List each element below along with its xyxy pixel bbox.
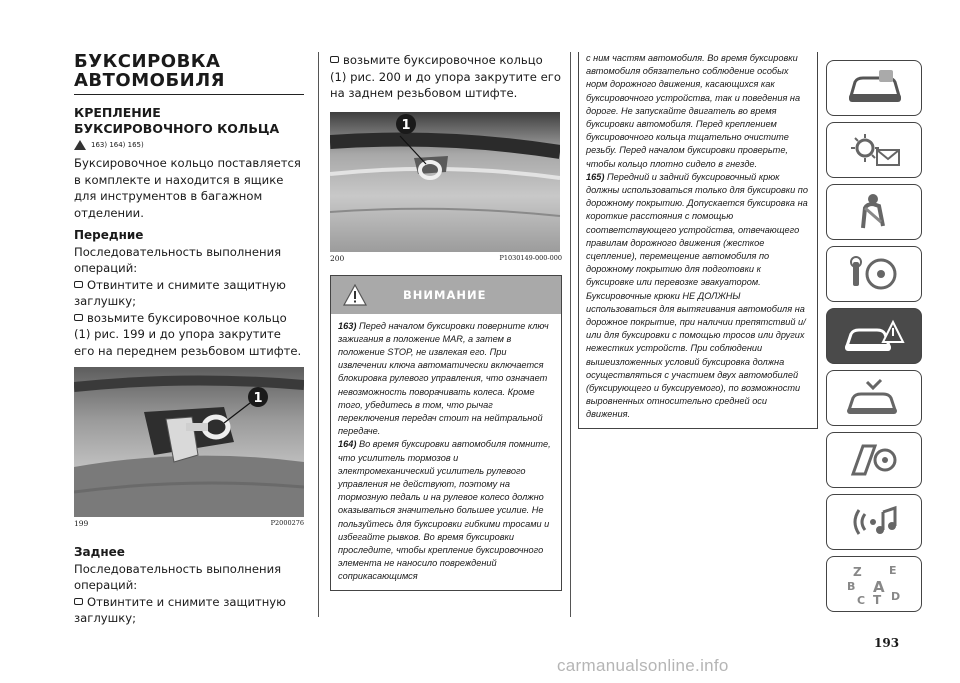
svg-text:D: D [891,590,901,603]
svg-text:E: E [889,564,897,577]
tab-safety[interactable] [826,184,922,240]
callout-number: 1 [253,391,263,406]
svg-text:A: A [873,578,885,596]
warning-triangle-icon [74,140,86,150]
warning-box [330,275,562,591]
rear-step-2: возьмите буксировочное кольцо (1) рис. 200 и до упора закрутите его на заднем резьбовом штифте. [330,53,561,100]
warning-lights-icon [843,130,905,170]
tab-maintenance[interactable] [826,370,922,426]
technical-data-icon [843,440,905,480]
rear-title: Заднее [74,545,125,559]
seat-safety-icon [843,192,905,232]
warning-header [331,276,561,314]
tab-dashboard[interactable] [826,60,922,116]
car-dashboard-icon [843,68,905,108]
checkbox-bullet-icon [74,314,83,321]
key-steering-icon [843,254,905,294]
column-divider [570,52,571,617]
figure-199-photo [74,367,304,517]
section-heading: БУКСИРОВКА АВТОМОБИЛЯ [74,51,226,91]
figure-number: 199 [74,519,89,528]
warning-references: 163) 164) 165) [74,140,304,150]
page-number: 193 [874,636,900,650]
warning-title: ВНИМАНИЕ [403,287,487,302]
column-3 [578,52,818,429]
alphabetical-index-icon [843,562,905,606]
note-164: 164) Во время буксировки автомобиля помните, что усилитель тормозов и электромеханический усилитель рулевого управления не действуют, поэтому на тормозную педаль и на рулевое колесо должно оказываться значительно большее усилие. Не пользуйтесь для буксировки гибкими тросами и избегайте рывков. Во время буксировки проследите, чтобы крепление буксировочного элемента не наносило повреждений соприкасающимся [338,439,551,582]
multimedia-icon [843,502,905,542]
heading-rule [74,94,304,95]
figure-code: P1030149-000-000 [499,253,562,262]
front-title: Передние [74,228,144,242]
figure-200-caption [330,254,562,263]
column-divider [318,52,319,617]
car-emergency-icon [843,316,905,356]
note-164-continued: с ним частям автомобиля. Во время буксировки автомобиля обязательно соблюдение особых норм дорожного движения, касающихся как буксировочного устройства, так и поведения на дороге. Не запускайте двигатель во время буксировки автомобиля. Перед креплением буксировочного кольца тщательно очистите резьбу. Перед началом буксировки проверьте, чтобы кольцо плотно сидело в гнезде. [586,53,801,169]
figure-199-caption [74,519,304,528]
svg-text:C: C [857,594,866,606]
front-step-2: возьмите буксировочное кольцо (1) рис. 199 и до упора закрутите его на переднем резьбовом штифте. [74,310,302,358]
checkbox-bullet-icon [74,281,83,288]
warning-notes-continued [578,52,818,429]
front-sequence: Последовательность выполнения операций: [74,244,282,275]
svg-text:Z: Z [853,565,862,579]
figure-code: P2000276 [270,519,304,527]
callout-number: 1 [401,117,411,133]
column-2 [330,52,562,591]
note-165: 165) Передний и задний буксировочный крюк должны использоваться только для буксировки по дорожному покрытию. Допускается буксировка на короткие расстояния с помощью соответствующего устройства, отвечающего правилам дорожного движения (жесткое сцепление), перемещение автомобиля по дорожному покрытию для подготовки к буксировке или перевозке эвакуатором. Буксировочные крюки НЕ ДОЛЖНЫ использоваться для вытягивания автомобиля на дорожное покрытие, при наличии препятствий и/или для буксировки с помощью тросов или других нежестких устройств. При соблюдении вышеизложенных условий буксировка должна осуществляться с участием двух автомобилей (буксирующего и буксируемого), по возможности выровненных относительно средней оси движения. [586,171,808,420]
checkbox-bullet-icon [74,598,83,605]
svg-text:B: B [847,580,856,593]
tab-starting-driving[interactable] [826,246,922,302]
checkbox-bullet-icon [330,56,339,63]
subsection-heading: КРЕПЛЕНИЕ БУКСИРОВОЧНОГО КОЛЬЦА [74,105,280,136]
rear-sequence: Последовательность выполнения операций: [74,561,282,592]
maintenance-icon [843,378,905,418]
tab-emergency[interactable] [826,308,922,364]
figure-200-photo [330,112,560,252]
column-1 [74,52,304,627]
chapter-tabs [826,60,922,618]
warning-triangle-icon [343,284,367,306]
tab-multimedia[interactable] [826,494,922,550]
tab-alphabetical-index[interactable] [826,556,922,612]
watermark: carmanualsonline.info [557,656,729,675]
tab-technical-data[interactable] [826,432,922,488]
note-163: 163) Перед началом буксировки повернитe ключ зажигания в положение MAR, а затем в положение STOP, не извлекая его. При извлечении ключа автоматически включается блокировка рулевого управления, что означает невозможность поворачивать колеса. Кроме того, убедитесь в том, что рычаг переключения передач стоит на нейтральной передаче. [338,320,549,437]
tab-warning-lights[interactable] [826,122,922,178]
svg-text:T: T [873,593,882,606]
intro-paragraph: Буксировочное кольцо поставляется в комплекте и находится в ящике для инструментов в багажном отделении. [74,156,301,220]
front-step-1: Отвинтите и снимите защитную заглушку; [74,277,286,308]
warning-notes [331,314,561,590]
figure-number: 200 [330,253,345,263]
rear-step-1: Отвинтите и снимите защитную заглушку; [74,594,286,625]
